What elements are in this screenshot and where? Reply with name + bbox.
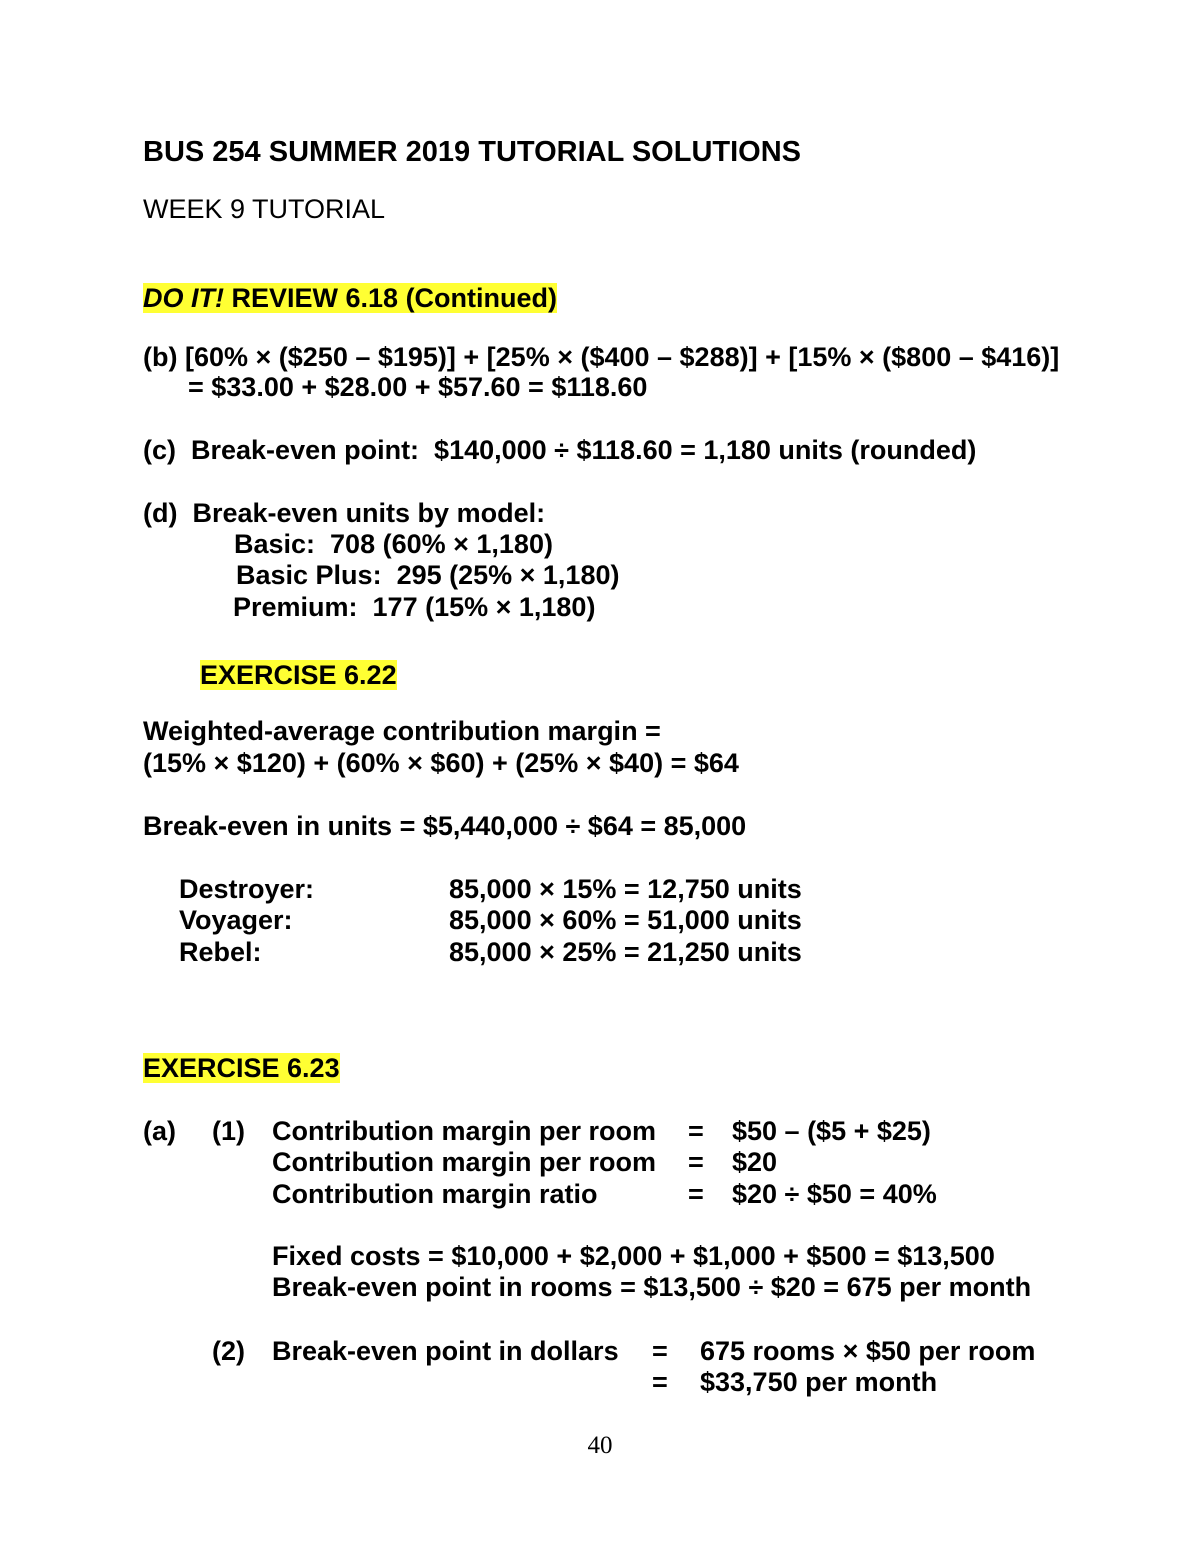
- ex623-bep-dollars-val2: $33,750 per month: [700, 1367, 938, 1397]
- page-number: 40: [587, 1432, 613, 1459]
- review-c-line: (c) Break-even point: $140,000 ÷ $118.60 = 1,180 units (rounded): [143, 435, 977, 465]
- ex622-product-name: Voyager:: [179, 905, 293, 935]
- exercise-623-heading: EXERCISE 6.23: [143, 1053, 340, 1083]
- ex623-bep-eq: =: [652, 1336, 668, 1366]
- review-d-line: (d) Break-even units by model:: [143, 498, 546, 528]
- review-heading-rest: REVIEW 6.18 (Continued): [224, 283, 558, 313]
- ex623-row-eq: =: [688, 1147, 704, 1177]
- review-b-line1: (b) [60% × ($250 – $195)] + [25% × ($400 – $288)] + [15% × ($800 – $416)]: [143, 342, 1060, 372]
- ex623-part-a: (a): [143, 1116, 176, 1146]
- review-d-basic: Basic: 708 (60% × 1,180): [234, 529, 553, 559]
- ex623-item-1: (1): [212, 1116, 245, 1146]
- ex623-bep-dollars-label: Break-even point in dollars: [272, 1336, 619, 1366]
- ex622-bep-line: Break-even in units = $5,440,000 ÷ $64 = 85,000: [143, 811, 747, 841]
- ex623-row-label: Contribution margin per room: [272, 1116, 656, 1146]
- ex623-item-2: (2): [212, 1336, 245, 1366]
- ex623-bep-rooms: Break-even point in rooms = $13,500 ÷ $20 = 675 per month: [272, 1272, 1032, 1302]
- review-d-premium: Premium: 177 (15% × 1,180): [233, 592, 596, 622]
- ex623-row-value: $20: [732, 1147, 778, 1177]
- ex623-row-eq: =: [688, 1116, 704, 1146]
- document-title: BUS 254 SUMMER 2019 TUTORIAL SOLUTIONS: [143, 136, 802, 168]
- ex622-wacm-line1: Weighted-average contribution margin =: [143, 716, 661, 746]
- ex623-row-label: Contribution margin per room: [272, 1147, 656, 1177]
- review-heading: [143, 282, 557, 314]
- review-heading-italic: DO IT!: [143, 283, 224, 313]
- document-subtitle: WEEK 9 TUTORIAL: [143, 194, 386, 224]
- ex622-product-calc: 85,000 × 60% = 51,000 units: [449, 905, 802, 935]
- ex622-product-calc: 85,000 × 25% = 21,250 units: [449, 937, 802, 967]
- ex622-product-name: Rebel:: [179, 937, 262, 967]
- ex623-row-value: $20 ÷ $50 = 40%: [732, 1179, 937, 1209]
- ex623-bep-dollars-val1: 675 rooms × $50 per room: [700, 1336, 1036, 1366]
- ex622-product-name: Destroyer:: [179, 874, 315, 904]
- ex622-product-calc: 85,000 × 15% = 12,750 units: [449, 874, 802, 904]
- ex623-bep-eq: =: [652, 1367, 668, 1397]
- ex623-fixed-costs: Fixed costs = $10,000 + $2,000 + $1,000 + $500 = $13,500: [272, 1241, 995, 1271]
- review-d-basic-plus: Basic Plus: 295 (25% × 1,180): [236, 560, 620, 590]
- ex623-row-eq: =: [688, 1179, 704, 1209]
- ex623-row-value: $50 – ($5 + $25): [732, 1116, 931, 1146]
- ex623-row-label: Contribution margin ratio: [272, 1179, 598, 1209]
- ex622-wacm-line2: (15% × $120) + (60% × $60) + (25% × $40) = $64: [143, 748, 739, 778]
- review-b-line2: = $33.00 + $28.00 + $57.60 = $118.60: [188, 372, 648, 402]
- exercise-622-heading: EXERCISE 6.22: [200, 660, 397, 690]
